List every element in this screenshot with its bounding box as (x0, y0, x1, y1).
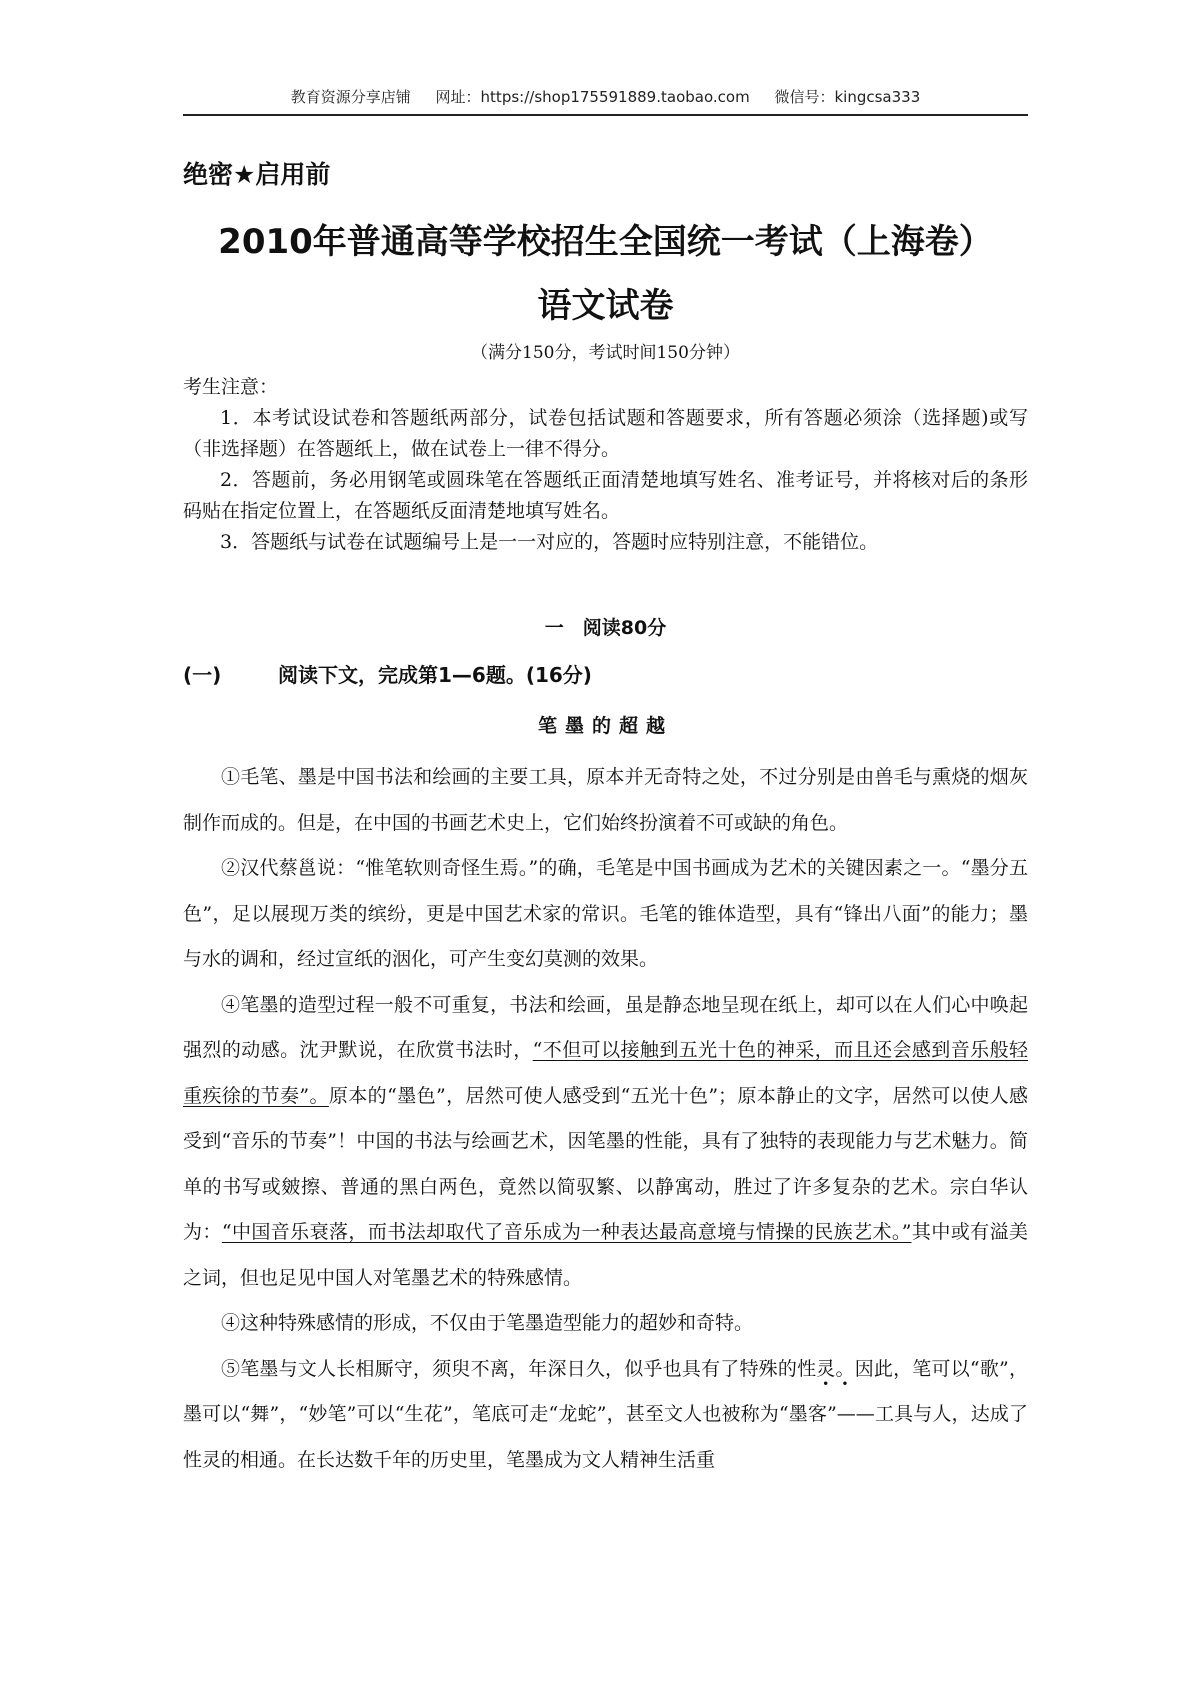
exam-subject-title: 语文试卷 (537, 286, 674, 326)
secret-mark: 绝密★启用前 (183, 160, 331, 189)
paragraph-3-text-c: 其中或有溢美之词，但也足见中国人对笔墨艺术的特殊感情。 (183, 1221, 1028, 1289)
notice-item-3: 3．答题纸与试卷在试题编号上是一一对应的，答题时应特别注意，不能错位。 (220, 531, 879, 553)
article-paragraph-5 (183, 1347, 1028, 1484)
section-title: 一 阅读80分 (544, 617, 667, 639)
paragraph-5-text-a: ⑤笔墨与文人长相厮守，须臾不离，年深日久，似乎也具有了特殊的 (221, 1357, 798, 1380)
part-instruction: 阅读下文，完成第1—6题。(16分) (278, 663, 592, 687)
part-number: (一) (183, 663, 222, 687)
page-header (183, 86, 1028, 116)
emphasis-dot-char-2: 灵 (816, 1357, 836, 1380)
underlined-quote-2: “中国音乐衰落，而书法却取代了音乐成为一种表达最高意境与情操的民族艺术。” (221, 1221, 912, 1243)
candidate-notice (183, 372, 1028, 558)
paragraph-3-text-b: 原本的“墨色”，居然可使人感受到“五光十色”；原本静止的文字，居然可以使人感受到“音乐的节奏”！中国的书法与绘画艺术，因笔墨的性能，具有了独特的表现能力与艺术魅力。简单的书写或皴擦、普通的黑白两色，竟然以简驭繁、以静寓动，胜过了许多复杂的艺术。宗白华认为： (183, 1084, 1029, 1243)
article-body (183, 755, 1028, 1483)
article-title: 笔墨的超越 (537, 715, 673, 737)
exam-duration: （满分150分，考试时间150分钟） (471, 343, 740, 363)
underlined-quote-1: “不但可以接触到五光十色的神采，而且还会感到音乐般轻重疾徐的节奏”。 (183, 1039, 1028, 1107)
notice-heading: 考生注意： (183, 376, 279, 398)
header-shop: 教育资源分享店铺 (290, 88, 411, 106)
emphasis-dot-char-1: 性 (797, 1357, 817, 1380)
part-heading (183, 660, 592, 690)
article-paragraph-3 (183, 983, 1028, 1302)
article-paragraph-4: ④这种特殊感情的形成，不仅由于笔墨造型能力的超妙和奇特。 (221, 1312, 754, 1334)
paragraph-5-text-b: 。因此，笔可以“歌”，墨可以“舞”，“妙笔”可以“生花”，笔底可走“龙蛇”，甚至文人也被称为“墨客”——工具与人，达成了性灵的相通。在长达数千年的历史里，笔墨成为文人精神生活重 (183, 1357, 1028, 1471)
exam-title: 2010年普通高等学校招生全国统一考试（上海卷） (218, 222, 993, 262)
notice-item-2: 2．答题前，务必用钢笔或圆珠笔在答题纸正面清楚地填写姓名、准考证号，并将核对后的条形码贴在指定位置上，在答题纸反面清楚地填写姓名。 (183, 469, 1028, 522)
notice-item-1: 1．本考试设试卷和答题纸两部分，试卷包括试题和答题要求，所有答题必须涂（选择题)或写（非选择题）在答题纸上，做在试卷上一律不得分。 (183, 407, 1028, 460)
article-paragraph-1: ①毛笔、墨是中国书法和绘画的主要工具，原本并无奇特之处，不过分别是由兽毛与熏烧的烟灰制作而成的。但是，在中国的书画艺术史上，它们始终扮演着不可或缺的角色。 (183, 766, 1028, 834)
header-wechat: 微信号：kingcsa333 (774, 88, 921, 106)
paragraph-3-text-a: ④笔墨的造型过程一般不可重复，书法和绘画，虽是静态地呈现在纸上，却可以在人们心中唤起强烈的动感。沈尹默说，在欣赏书法时， (183, 993, 1028, 1061)
header-url: 网址：https://shop175591889.taobao.com (435, 88, 750, 106)
article-paragraph-2: ②汉代蔡邕说：“惟笔软则奇怪生焉。”的确，毛笔是中国书画成为艺术的关键因素之一。“墨分五色”，足以展现万类的缤纷，更是中国艺术家的常识。毛笔的锥体造型，具有“锋出八面”的能力；墨与水的调和，经过宣纸的洇化，可产生变幻莫测的效果。 (183, 857, 1028, 970)
